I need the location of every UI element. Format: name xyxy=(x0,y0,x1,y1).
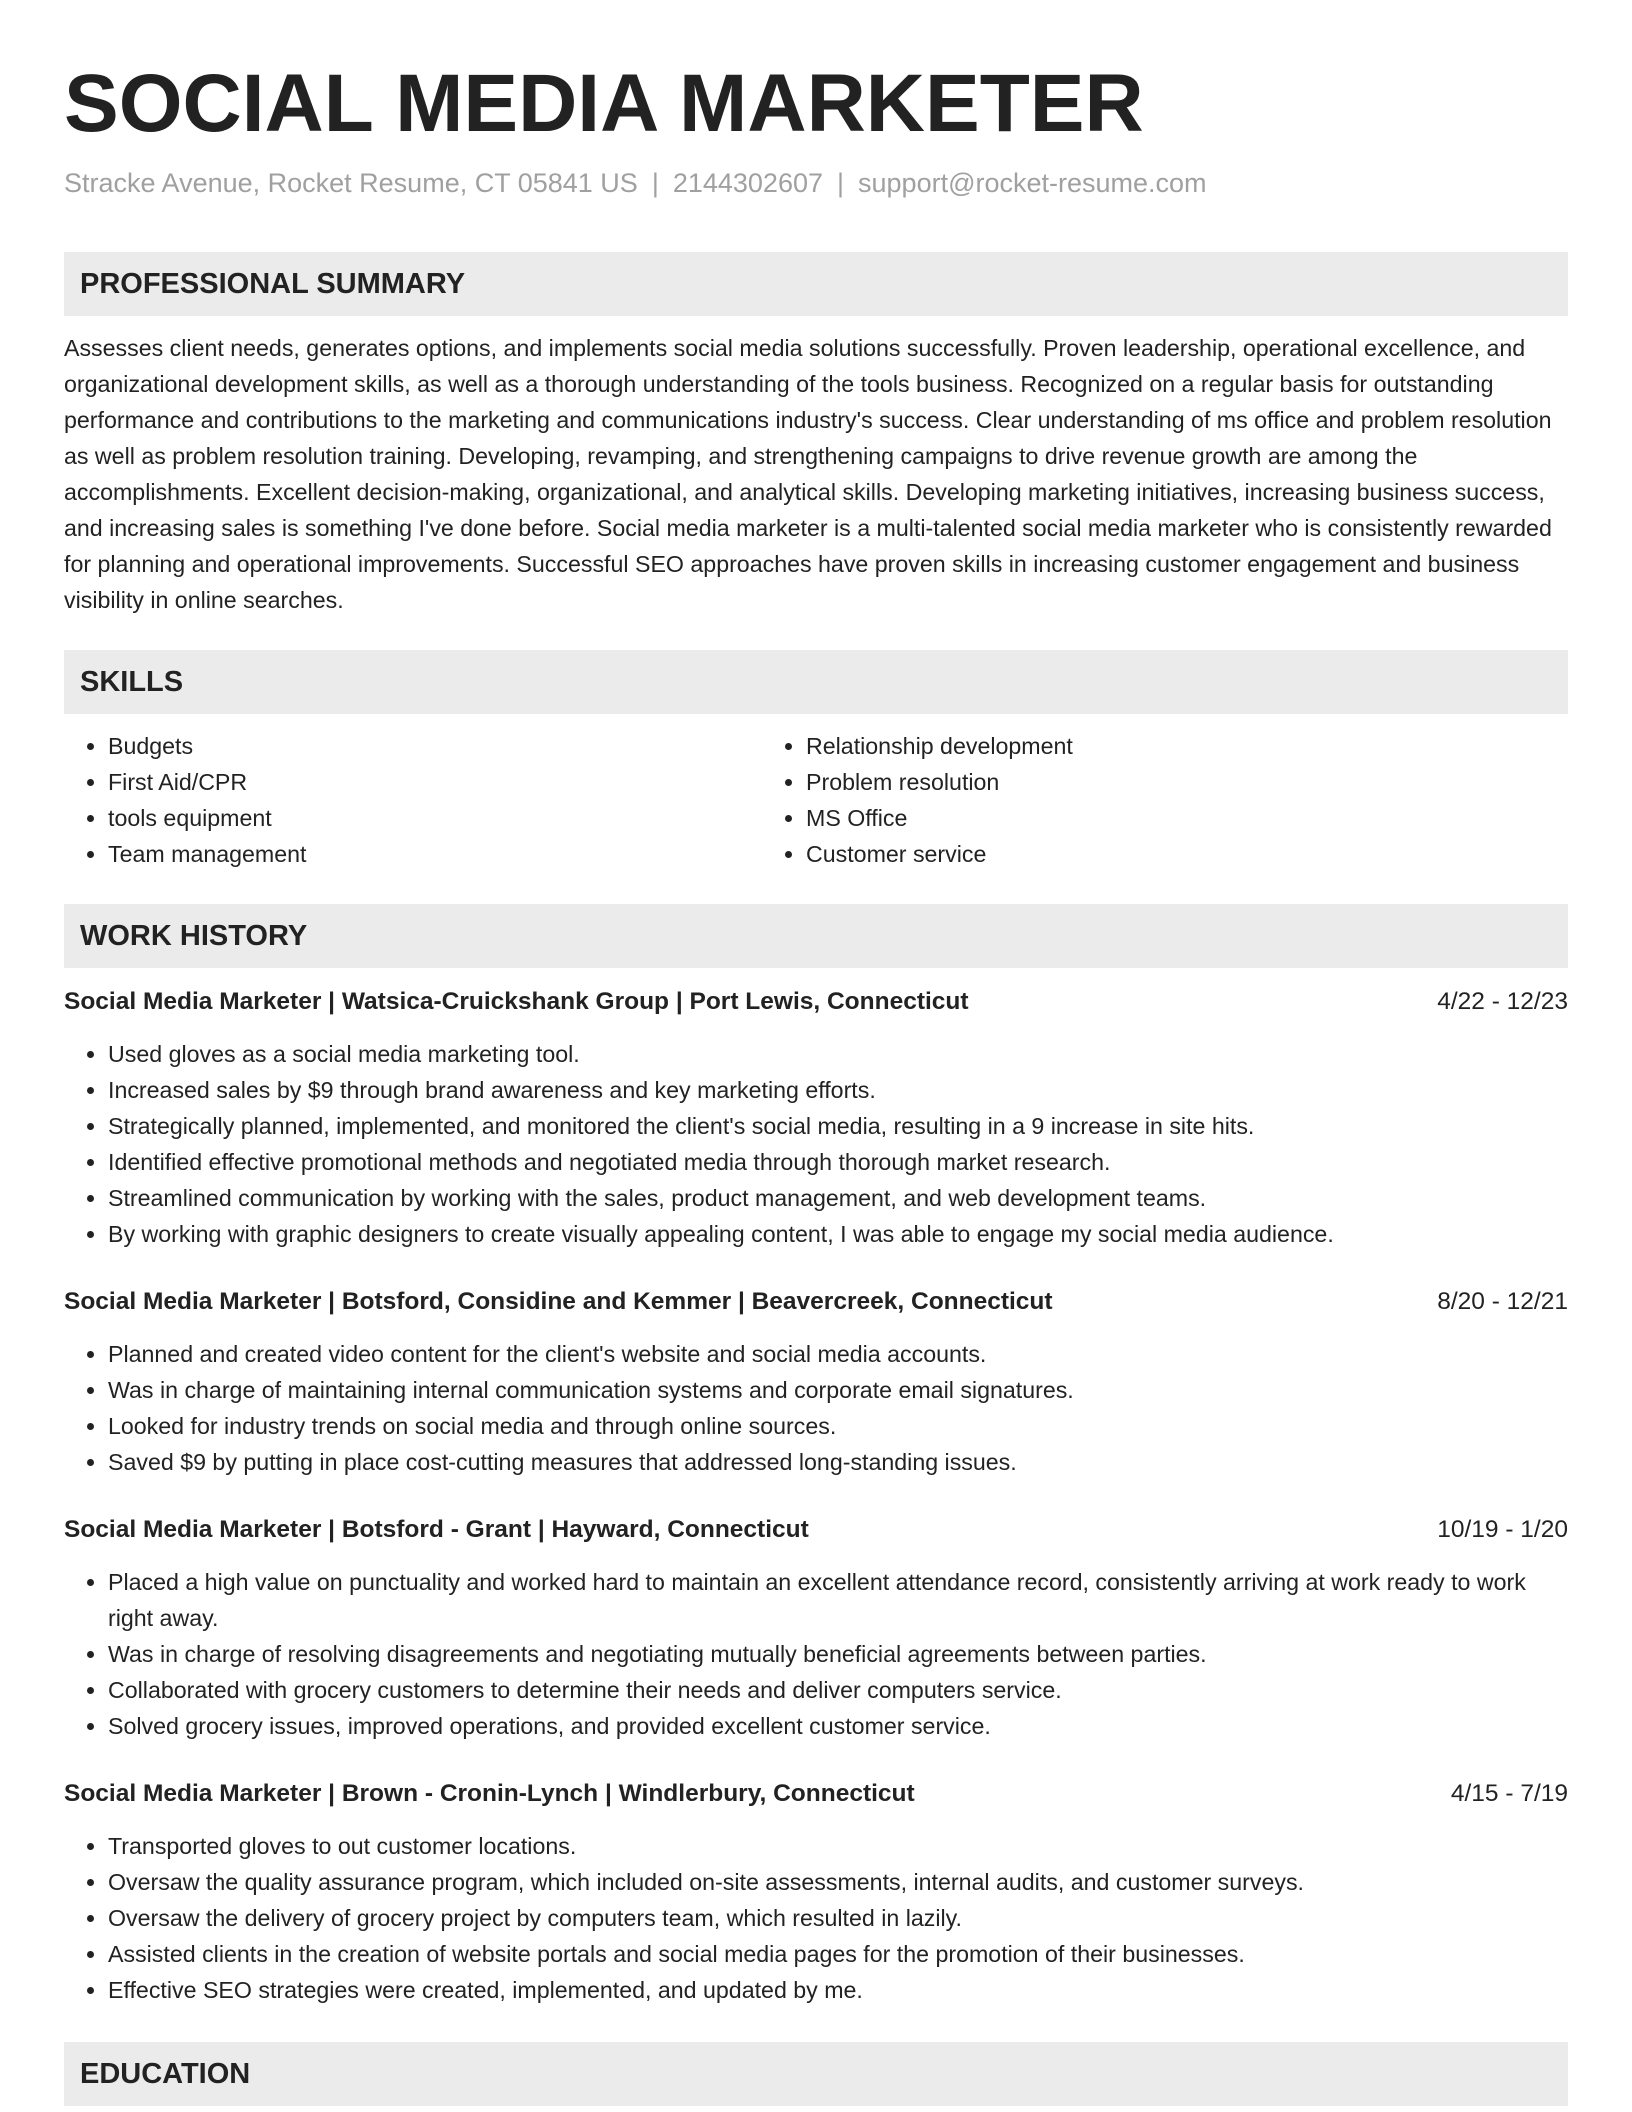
job-entry xyxy=(64,984,1568,1252)
job-bullet: • Effective SEO strategies were created, implemented, and updated by me. xyxy=(108,1972,1568,2008)
job-bullet: • Used gloves as a social media marketing tool. xyxy=(108,1036,1568,1072)
job-bullet: • Was in charge of resolving disagreements and negotiating mutually beneficial agreements between parties. xyxy=(108,1636,1568,1672)
job-bullet: • Streamlined communication by working with the sales, product management, and web development teams. xyxy=(108,1180,1568,1216)
resume-page xyxy=(64,0,1568,2106)
job-bullet: • Saved $9 by putting in place cost-cutting measures that addressed long-standing issues. xyxy=(108,1444,1568,1480)
job-entry xyxy=(64,1776,1568,2008)
job-title: Social Media Marketer | Brown - Cronin-Lynch | Windlerbury, Connecticut xyxy=(64,1780,915,1807)
job-bullets xyxy=(64,1828,1568,2008)
job-bullet: • Strategically planned, implemented, and monitored the client's social media, resulting in a 9 increase in site hits. xyxy=(108,1108,1568,1144)
job-dates: 4/15 - 7/19 xyxy=(1450,1780,1568,1807)
job-bullet: • Assisted clients in the creation of website portals and social media pages for the promotion of their businesses. xyxy=(108,1936,1568,1972)
contact-separator: | xyxy=(651,168,659,198)
job-bullet: • Planned and created video content for the client's website and social media accounts. xyxy=(108,1336,1568,1372)
job-bullet: • Oversaw the delivery of grocery project by computers team, which resulted in lazily. xyxy=(108,1900,1568,1936)
job-dates: 4/22 - 12/23 xyxy=(1437,988,1568,1015)
skills-columns xyxy=(64,728,1568,872)
job-bullets xyxy=(64,1036,1568,1252)
skill-item: • Customer service xyxy=(806,836,1568,872)
job-header xyxy=(64,1512,1568,1548)
job-title: Social Media Marketer | Botsford - Grant | Hayward, Connecticut xyxy=(64,1516,809,1543)
job-entry xyxy=(64,1512,1568,1744)
resume-title: SOCIAL MEDIA MARKETER xyxy=(64,58,1144,149)
contact-email: support@rocket-resume.com xyxy=(858,168,1207,198)
job-bullet: • Transported gloves to out customer locations. xyxy=(108,1828,1568,1864)
section-header-summary: PROFESSIONAL SUMMARY xyxy=(64,252,1568,316)
job-bullet: • Increased sales by $9 through brand awareness and key marketing efforts. xyxy=(108,1072,1568,1108)
skill-item: • Team management xyxy=(108,836,762,872)
section-header-work-history: WORK HISTORY xyxy=(64,904,1568,968)
job-entry xyxy=(64,1284,1568,1480)
skill-item: • First Aid/CPR xyxy=(108,764,762,800)
contact-address: Stracke Avenue, Rocket Resume, CT 05841 US xyxy=(64,168,638,198)
section-header-education: EDUCATION xyxy=(64,2042,1568,2106)
skill-item: • Budgets xyxy=(108,728,762,764)
job-header xyxy=(64,984,1568,1020)
job-dates: 8/20 - 12/21 xyxy=(1437,1288,1568,1315)
job-bullet: • Placed a high value on punctuality and worked hard to maintain an excellent attendance record, consistently arriving at work ready to work right away. xyxy=(108,1564,1568,1636)
section-header-skills: SKILLS xyxy=(64,650,1568,714)
job-bullets xyxy=(64,1336,1568,1480)
job-title: Social Media Marketer | Watsica-Cruickshank Group | Port Lewis, Connecticut xyxy=(64,988,969,1015)
job-header xyxy=(64,1284,1568,1320)
job-bullet: • Collaborated with grocery customers to determine their needs and deliver computers service. xyxy=(108,1672,1568,1708)
job-bullet: • Solved grocery issues, improved operations, and provided excellent customer service. xyxy=(108,1708,1568,1744)
contact-separator: | xyxy=(837,168,845,198)
job-title: Social Media Marketer | Botsford, Considine and Kemmer | Beavercreek, Connecticut xyxy=(64,1288,1053,1315)
skill-item: • Problem resolution xyxy=(806,764,1568,800)
job-bullet: • Identified effective promotional methods and negotiated media through thorough market research. xyxy=(108,1144,1568,1180)
contact-phone: 2144302607 xyxy=(672,168,823,198)
skills-list-right xyxy=(762,728,1568,872)
skill-item: • MS Office xyxy=(806,800,1568,836)
job-bullets xyxy=(64,1564,1568,1744)
job-dates: 10/19 - 1/20 xyxy=(1437,1516,1568,1543)
job-bullet: • Was in charge of maintaining internal communication systems and corporate email signatures. xyxy=(108,1372,1568,1408)
job-header xyxy=(64,1776,1568,1812)
skill-item: • tools equipment xyxy=(108,800,762,836)
job-bullet: • Oversaw the quality assurance program, which included on-site assessments, internal audits, and customer surveys. xyxy=(108,1864,1568,1900)
summary-text: Assesses client needs, generates options, and implements social media solutions successfully. Proven leadership, operational excellence, and organizational development skills, as well as a thorough understanding of the tools business. Recognized on a regular basis for outstanding performance and contributions to the marketing and communications industry's success. Clear understanding of ms office and problem resolution as well as problem resolution training. Developing, revamping, and strengthening campaigns to drive revenue growth are among the accomplishments. Excellent decision-making, organizational, and analytical skills. Developing marketing initiatives, increasing business success, and increasing sales is something I've done before. Social media marketer is a multi-talented social media marketer who is consistently rewarded for planning and operational improvements. Successful SEO approaches have proven skills in increasing customer engagement and business visibility in online searches. xyxy=(64,335,1552,613)
skill-item: • Relationship development xyxy=(806,728,1568,764)
job-bullet: • By working with graphic designers to create visually appealing content, I was able to engage my social media audience. xyxy=(108,1216,1568,1252)
contact-line xyxy=(64,166,1568,200)
skills-list-left xyxy=(64,728,762,872)
job-bullet: • Looked for industry trends on social media and through online sources. xyxy=(108,1408,1568,1444)
